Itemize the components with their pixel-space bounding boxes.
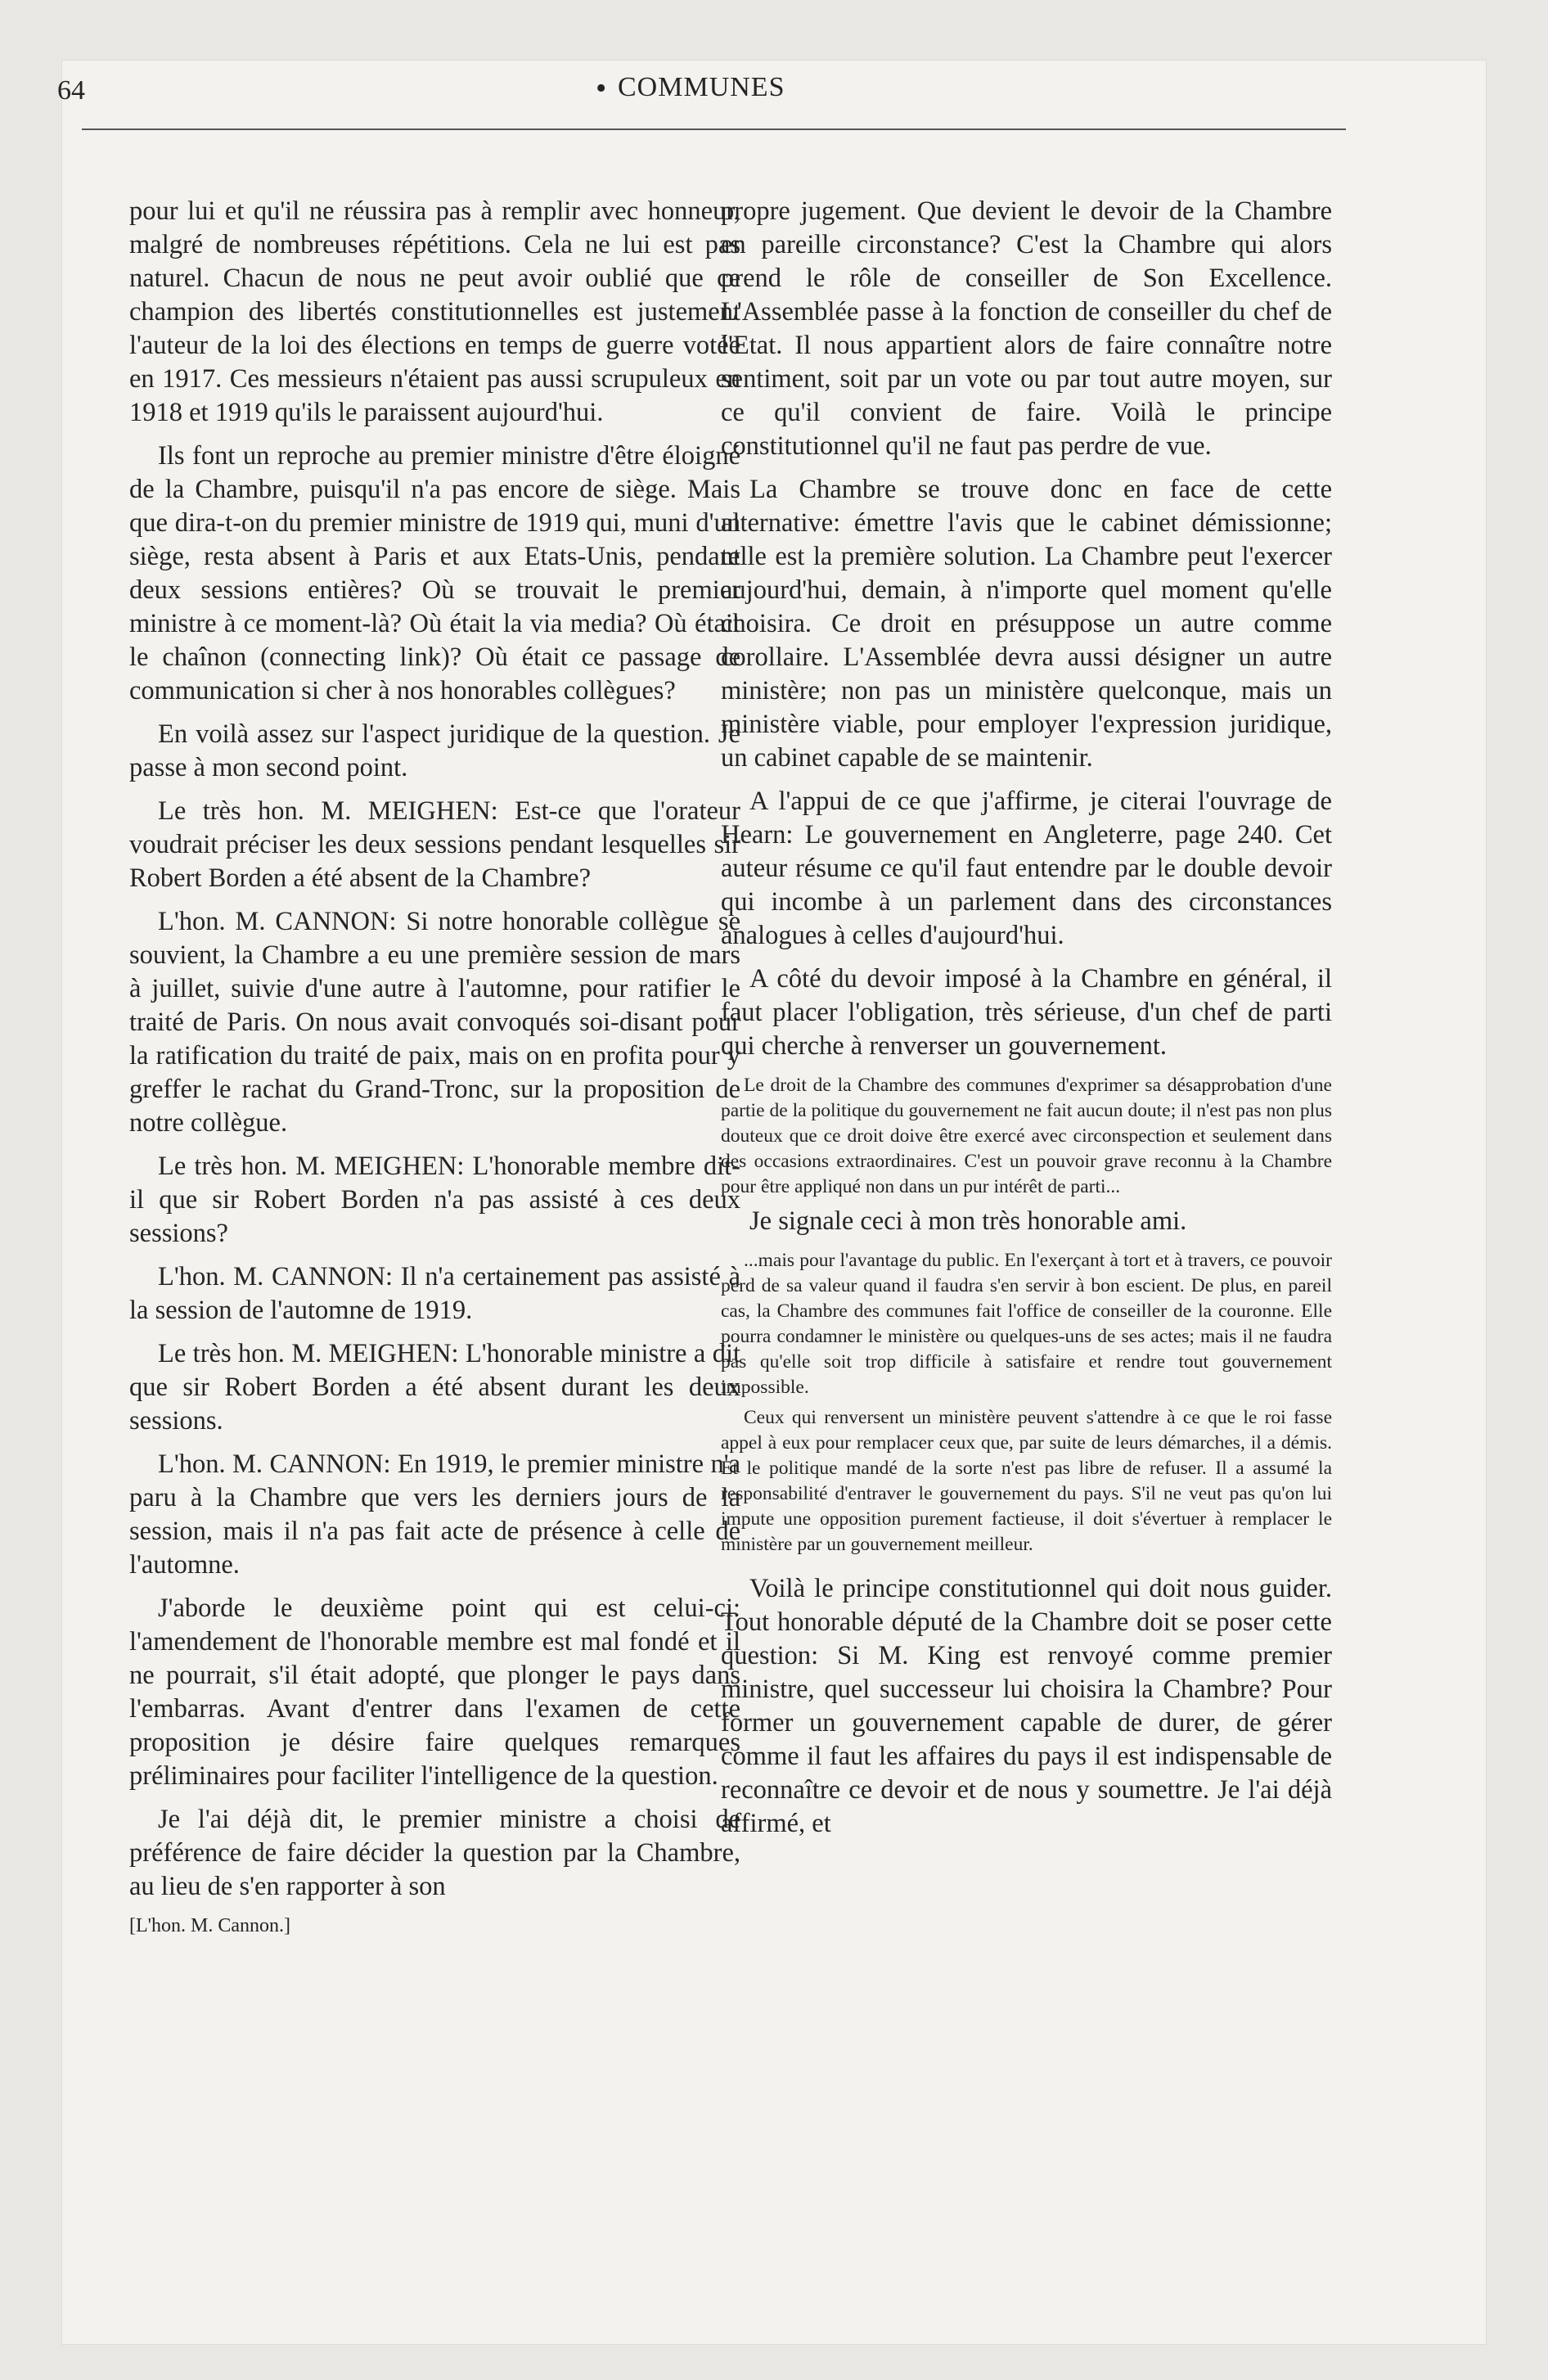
paragraph: Le très hon. M. MEIGHEN: L'honorable membre dit-il que sir Robert Borden n'a pas assisté à ces deux sessions? — [129, 1152, 740, 1248]
page-number: 64 — [57, 75, 85, 106]
header-rule — [82, 128, 1346, 130]
page-title: COMMUNES — [618, 72, 785, 102]
paragraph: La Chambre se trouve donc en face de cette alternative: émettre l'avis que le cabinet démissionne; telle est la première solution. La Chambre peut l'exercer aujourd'hui, demain, à n'importe quel moment qu'elle choisira. Ce droit en présuppose un autre comme corollaire. L'Assemblée devra aussi désigner un autre ministère; non pas un ministère quelconque, mais un ministère viable, pour employer l'expression juridique, un cabinet capable de se maintenir. — [721, 475, 1332, 773]
paragraph: propre jugement. Que devient le devoir de la Chambre en pareille circonstance? C'est la Chambre qui alors prend le rôle de conseiller de Son Excellence. L'Assemblée passe à la fonction de conseiller du chef de l'Etat. Il nous appartient alors de faire connaître notre sentiment, soit par un vote ou par tout autre moyen, sur ce qu'il convient de faire. Voilà le principe constitutionnel qu'il ne faut pas perdre de vue. — [721, 196, 1332, 461]
speaker-citation: [L'hon. M. Cannon.] — [129, 1915, 290, 1936]
quotation: Le droit de la Chambre des communes d'exprimer sa désapprobation d'une partie de la politique du gouvernement ne fait aucun doute; il n'est pas non plus douteux que ce droit doive être exercé avec circonspection et seulement dans des occasions extraordinaires. C'est un pouvoir grave reconnu à la Chambre pour être appliqué non dans un pur intérêt de parti... — [721, 1075, 1332, 1197]
paragraph: L'hon. M. CANNON: Si notre honorable collègue se souvient, la Chambre a eu une première session de mars à juillet, suivie d'une autre à l'automne, pour ratifier le traité de Paris. On nous avait convoqués soi-disant pour la ratification du traité de paix, mais on en profita pour y greffer le rachat du Grand-Tronc, sur la proposition de notre collègue. — [129, 907, 740, 1138]
paragraph: Je signale ceci à mon très honorable ami. — [749, 1206, 1187, 1236]
left-column — [129, 195, 740, 1938]
quotation: ...mais pour l'avantage du public. En l'exerçant à tort et à travers, ce pouvoir perd de sa valeur quand il faudra s'en servir à bon escient. De plus, en pareil cas, la Chambre des communes fait l'office de conseiller de la couronne. Elle pourra condamner le ministère ou quelques-uns de ses actes; mais il ne faudra pas qu'elle soit trop difficile à satisfaire et rendre tout gouvernement impossible. — [721, 1250, 1332, 1398]
quotation: Ceux qui renversent un ministère peuvent s'attendre à ce que le roi fasse appel à eux pour remplacer ceux que, par suite de leurs démarches, il a démis. Et le politique mandé de la sorte n'est pas libre de refuser. Il a assumé la responsabilité d'entraver le gouvernement du pays. S'il ne veut pas qu'on lui impute une opposition purement factieuse, il doit s'évertuer à remplacer le ministère par un gouvernement meilleur. — [721, 1407, 1332, 1555]
paragraph: J'aborde le deuxième point qui est celui-ci: l'amendement de l'honorable membre est mal fondé et il ne pourrait, s'il était adopté, que plonger le pays dans l'embarras. Avant d'entrer dans l'examen de cette proposition je désire faire quelques remarques préliminaires pour faciliter l'intelligence de la question. — [129, 1593, 740, 1791]
paragraph: Je l'ai déjà dit, le premier ministre a choisi de préférence de faire décider la question par la Chambre, au lieu de s'en rapporter à son — [129, 1805, 740, 1901]
header-dot: • — [596, 71, 607, 106]
paragraph: L'hon. M. CANNON: En 1919, le premier ministre n'a paru à la Chambre que vers les derniers jours de la session, mais il n'a pas fait acte de présence à celle de l'automne. — [129, 1449, 740, 1580]
paragraph: L'hon. M. CANNON: Il n'a certainement pas assisté à la session de l'automne de 1919. — [129, 1262, 740, 1325]
paragraph: A l'appui de ce que j'affirme, je citerai l'ouvrage de Hearn: Le gouvernement en Angleterre, page 240. Cet auteur résume ce qu'il faut entendre par le double devoir qui incombe à un parlement dans des circonstances analogues à celles d'aujourd'hui. — [721, 787, 1332, 950]
paragraph: pour lui et qu'il ne réussira pas à remplir avec honneur, malgré de nombreuses répétitions. Cela ne lui est pas naturel. Chacun de nous ne peut avoir oublié que ce champion des libertés constitutionnelles est justement l'auteur de la loi des élections en temps de guerre votée en 1917. Ces messieurs n'étaient pas aussi scrupuleux en 1918 et 1919 qu'ils le paraissent aujourd'hui. — [129, 196, 740, 427]
paragraph: Le très hon. M. MEIGHEN: L'honorable ministre a dit que sir Robert Borden a été absent durant les deux sessions. — [129, 1339, 740, 1436]
paragraph: En voilà assez sur l'aspect juridique de la question. Je passe à mon second point. — [129, 719, 740, 782]
paragraph: A côté du devoir imposé à la Chambre en général, il faut placer l'obligation, très sérieuse, d'un chef de parti qui cherche à renverser un gouvernement. — [721, 964, 1332, 1061]
paragraph: Voilà le principe constitutionnel qui doit nous guider. Tout honorable député de la Chambre doit se poser cette question: Si M. King est renvoyé comme premier ministre, quel successeur lui choisira la Chambre? Pour former un gouvernement capable de durer, de gérer comme il faut les affaires du pays il est indispensable de reconnaître ce devoir et de nous y soumettre. Je l'ai déjà affirmé, et — [721, 1574, 1332, 1838]
right-column — [721, 195, 1332, 1850]
paragraph: Ils font un reproche au premier ministre d'être éloigné de la Chambre, puisqu'il n'a pas encore de siège. Mais que dira-t-on du premier ministre de 1919 qui, muni d'un siège, resta absent à Paris et aux Etats-Unis, pendant deux sessions entières? Où se trouvait le premier ministre à ce moment-là? Où était la via media? Où était le chaînon (connecting link)? Où était ce passage de communication si cher à nos honorables collègues? — [129, 441, 740, 705]
paragraph: Le très hon. M. MEIGHEN: Est-ce que l'orateur voudrait préciser les deux sessions pendant lesquelles sir Robert Borden a été absent de la Chambre? — [129, 796, 740, 893]
